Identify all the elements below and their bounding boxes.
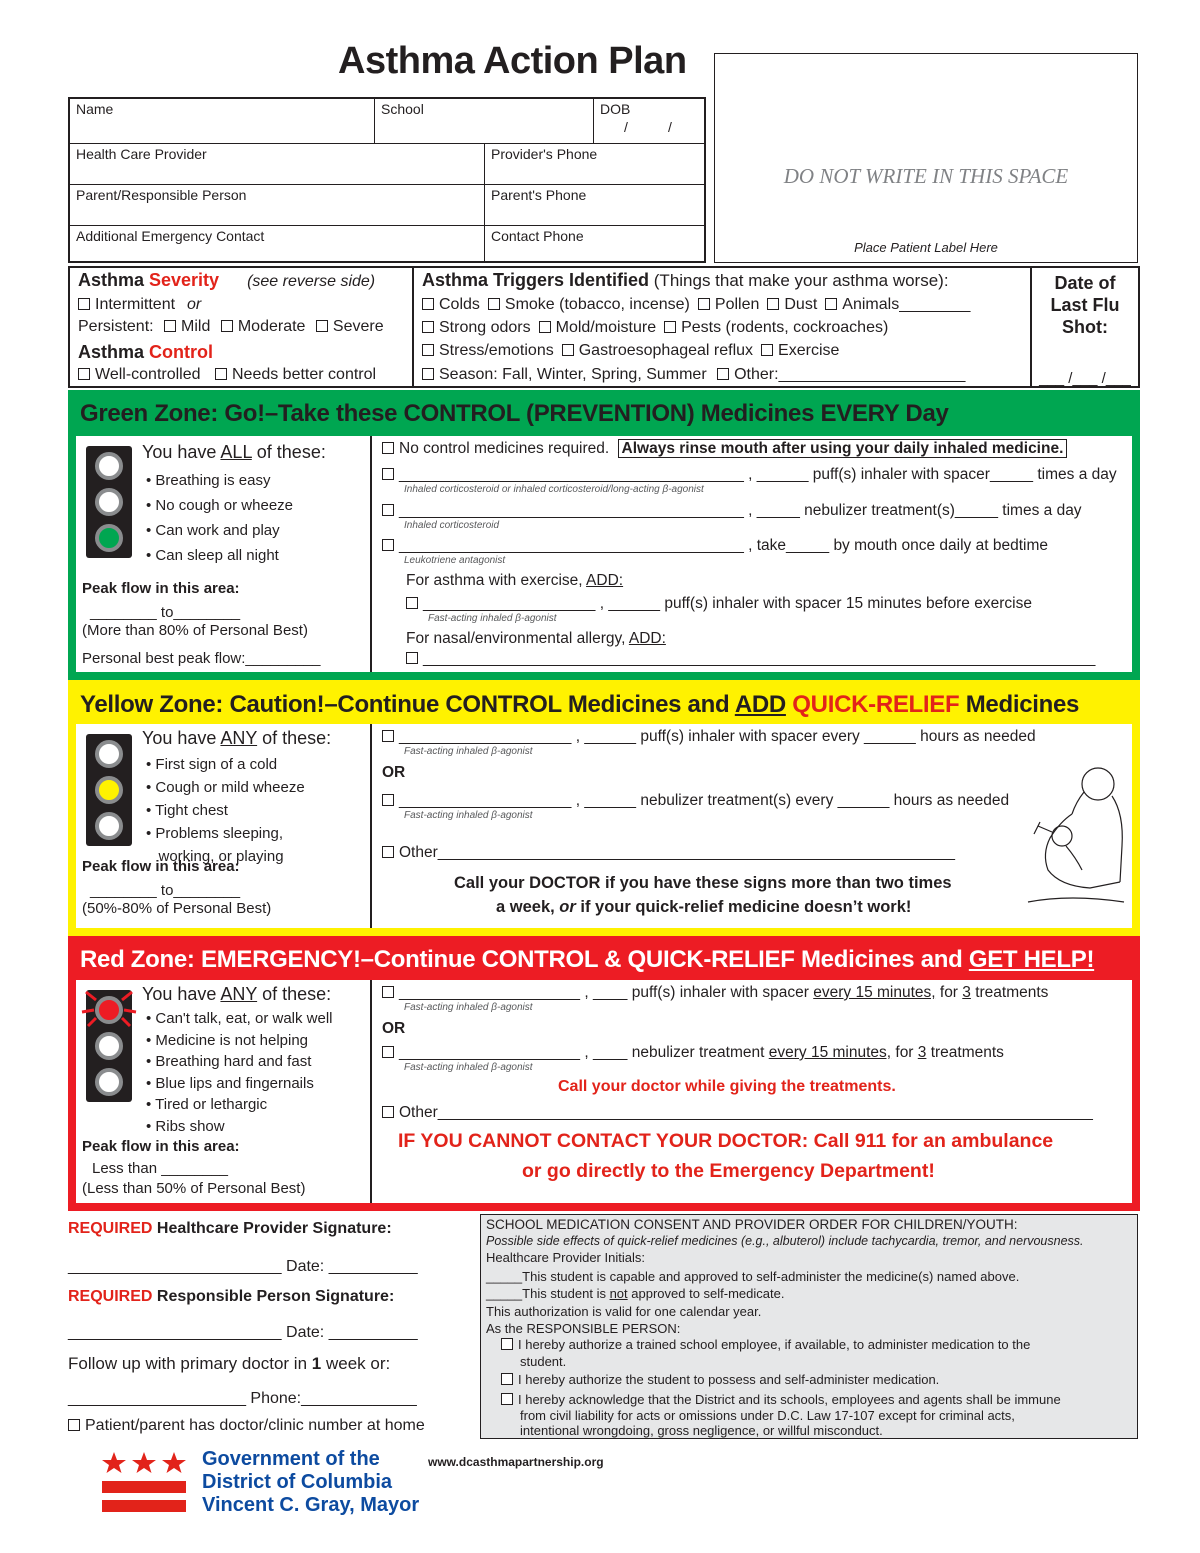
peak-flow-label: Peak flow in this area:	[82, 580, 240, 597]
rx-note: Inhaled corticosteroid or inhaled corticosteroid/long-acting β-agonist	[404, 484, 704, 495]
checkbox[interactable]	[382, 442, 394, 454]
symptom-item: • Medicine is not helping	[146, 1031, 309, 1049]
moderate-option[interactable]: Moderate	[221, 318, 306, 335]
traffic-light-icon	[86, 734, 132, 846]
checkbox[interactable]	[761, 344, 773, 356]
yellow-rx-1[interactable]: ____________________ , ______ puff(s) inhaler with spacer every ______ hours as needed	[382, 728, 1036, 746]
follow-up-phone-line[interactable]: ____________________ Phone:_____________	[68, 1390, 417, 1407]
checkbox[interactable]	[68, 1419, 80, 1431]
checkbox[interactable]	[422, 368, 434, 380]
patient-info-table	[68, 97, 706, 263]
red-rx-2[interactable]: _____________________ , ____ nebulizer treatment every 15 minutes, for 3 treatments	[382, 1044, 1004, 1062]
traffic-light-icon	[86, 446, 132, 558]
parent-signature-label: REQUIRED Responsible Person Signature:	[68, 1288, 395, 1305]
checkbox[interactable]	[382, 504, 394, 516]
checkbox[interactable]	[78, 298, 90, 310]
needs-better-control-option[interactable]: Needs better control	[215, 366, 376, 383]
inhaler-illustration-icon	[1020, 762, 1132, 912]
checkbox[interactable]	[664, 321, 676, 333]
green-zone-body	[76, 436, 1132, 672]
trigger-option[interactable]: Colds	[422, 296, 480, 313]
cannot-contact-line-1: IF YOU CANNOT CONTACT YOUR DOCTOR: Call 911 for an ambulance	[398, 1130, 1054, 1152]
yellow-other[interactable]: Other____________________________________________________________	[382, 844, 955, 862]
trigger-option[interactable]: Gastroesophageal reflux	[562, 342, 753, 359]
patient-label-box	[714, 53, 1138, 263]
contact-phone-label: Contact Phone	[491, 228, 584, 244]
symptom-item: • Ribs show	[146, 1117, 225, 1135]
provider-signature-label: REQUIRED Healthcare Provider Signature:	[68, 1220, 392, 1237]
call-doctor-line-2: a week, or if your quick-relief medicine doesn’t work!	[496, 898, 912, 916]
authorize-student-option[interactable]: I hereby authorize the student to possess and self-administer medication.	[501, 1372, 939, 1387]
red-zone-body	[76, 980, 1132, 1203]
checkbox[interactable]	[422, 298, 434, 310]
dob-field[interactable]	[593, 99, 704, 143]
mild-option[interactable]: Mild	[164, 318, 210, 335]
checkbox[interactable]	[698, 298, 710, 310]
checkbox[interactable]	[316, 320, 328, 332]
well-controlled-option[interactable]: Well-controlled	[78, 366, 201, 383]
school-label: School	[381, 101, 424, 117]
emergency-contact-label: Additional Emergency Contact	[76, 228, 265, 244]
checkbox[interactable]	[501, 1393, 513, 1405]
checkbox[interactable]	[488, 298, 500, 310]
rx-note: Fast-acting inhaled β-agonist	[404, 810, 533, 821]
red-have-any: You have ANY of these:	[142, 984, 332, 1004]
severity-title: Asthma Severity (see reverse side)	[78, 270, 376, 290]
symptom-item: • Tired or lethargic	[146, 1096, 268, 1113]
checkbox[interactable]	[501, 1373, 513, 1385]
rinse-mouth-notice: Always rinse mouth after using your daily inhaled medicine.	[618, 439, 1068, 458]
flu-date-field[interactable]: ___ /___ /___	[1039, 370, 1131, 387]
website-link[interactable]: www.dcasthmapartnership.org	[428, 1455, 604, 1469]
yellow-symptoms-panel	[76, 724, 372, 928]
triggers-row-2	[422, 319, 888, 337]
symptom-item: working, or playing	[146, 848, 284, 865]
green-have-all: You have ALL of these:	[142, 442, 326, 462]
rx-note: Inhaled corticosteroid	[404, 520, 500, 531]
peak-flow-range[interactable]: Less than ________	[92, 1160, 228, 1177]
red-symptoms-panel	[76, 980, 372, 1203]
trigger-option[interactable]: Mold/moisture	[539, 319, 656, 336]
severity-triggers-section	[68, 266, 1140, 388]
parent-label: Parent/Responsible Person	[76, 187, 247, 203]
dob-label: DOB	[600, 101, 631, 117]
provider-field[interactable]	[70, 144, 484, 184]
checkbox[interactable]	[767, 298, 779, 310]
place-label-text: Place Patient Label Here	[854, 240, 998, 255]
or-label: OR	[382, 764, 406, 781]
green-zone-heading: Green Zone: Go!–Take these CONTROL (PREVENTION) Medicines EVERY Day	[80, 400, 949, 427]
peak-flow-percent: (50%-80% of Personal Best)	[82, 900, 272, 917]
trigger-option[interactable]: Pests (rodents, cockroaches)	[664, 319, 888, 336]
school-consent-box	[480, 1214, 1138, 1439]
green-symptoms-panel	[76, 436, 372, 672]
acknowledge-immunity-option[interactable]: I hereby acknowledge that the District and its schools, employees and agents shall be immune	[501, 1392, 1061, 1407]
symptom-item: • Blue lips and fingernails	[146, 1074, 314, 1092]
other-trigger-option[interactable]: Other:_____________________	[717, 366, 965, 383]
has-clinic-number-option[interactable]: Patient/parent has doctor/clinic number at home	[68, 1417, 425, 1435]
control-options	[78, 366, 376, 384]
acknowledge-immunity-cont: from civil liability for acts or omissions under D.C. Law 17-107 except for criminal acts,	[520, 1408, 1015, 1423]
triggers-row-3	[422, 342, 839, 360]
checkbox[interactable]	[422, 321, 434, 333]
flu-shot-column	[1030, 268, 1138, 386]
trigger-option[interactable]: Animals________	[825, 296, 970, 313]
yellow-medicines-panel	[372, 724, 1132, 928]
call-doctor-line-1: Call your DOCTOR if you have these signs more than two times	[454, 874, 952, 892]
flashing-light-icon	[76, 980, 142, 1030]
capable-line[interactable]: _____This student is capable and approved to self-administer the medicine(s) named above.	[486, 1269, 1020, 1284]
green-symptom-list	[146, 472, 293, 572]
symptom-item: • Breathing is easy	[146, 472, 271, 489]
checkbox[interactable]	[78, 368, 90, 380]
see-reverse-note: (see reverse side)	[247, 273, 376, 290]
personal-best-field[interactable]: Personal best peak flow:_________	[82, 650, 321, 667]
persistent-row: Persistent: Mild Moderate Severe	[78, 318, 384, 335]
page-title: Asthma Action Plan	[338, 40, 687, 82]
no-control-option[interactable]: No control medicines required. Always rinse mouth after using your daily inhaled medicine.	[382, 440, 1067, 458]
cannot-contact-line-2: or go directly to the Emergency Department!	[522, 1160, 935, 1182]
checkbox[interactable]	[382, 1046, 394, 1058]
checkbox[interactable]	[221, 320, 233, 332]
trigger-option[interactable]: Strong odors	[422, 319, 531, 336]
checkbox[interactable]	[406, 652, 418, 664]
checkbox[interactable]	[382, 730, 394, 742]
checkbox[interactable]	[422, 344, 434, 356]
severity-column	[70, 268, 412, 386]
red-other[interactable]: Other____________________________________________________________________________	[382, 1104, 1093, 1122]
peak-flow-label: Peak flow in this area:	[82, 1138, 240, 1155]
flu-label: Shot:	[1062, 317, 1108, 337]
provider-phone-label: Provider's Phone	[491, 146, 598, 162]
side-effects-note: Possible side effects of quick-relief medicines (e.g., albuterol) include tachycardia, tremor, and nervousness.	[486, 1234, 1084, 1248]
severe-option[interactable]: Severe	[316, 318, 384, 335]
trigger-option[interactable]: Stress/emotions	[422, 342, 554, 359]
emergency-contact-field[interactable]	[70, 226, 484, 263]
school-field[interactable]	[374, 99, 593, 143]
green-medicines-panel	[372, 436, 1132, 672]
name-label: Name	[76, 101, 114, 117]
checkbox[interactable]	[406, 597, 418, 609]
trigger-option[interactable]: Dust	[767, 296, 817, 313]
peak-flow-range[interactable]: ________ to________	[90, 604, 241, 621]
symptom-item: • Can sleep all night	[146, 547, 279, 564]
red-zone	[68, 936, 1140, 1211]
peak-flow-range[interactable]: ________ to________	[90, 882, 241, 899]
checkbox[interactable]	[382, 539, 394, 551]
checkbox[interactable]	[382, 846, 394, 858]
symptom-item: • Can work and play	[146, 522, 280, 539]
trigger-option[interactable]: Smoke (tobacco, incense)	[488, 296, 690, 313]
symptom-item: • No cough or wheeze	[146, 497, 294, 514]
dob-slash: /	[624, 119, 628, 135]
checkbox[interactable]	[825, 298, 837, 310]
acknowledge-immunity-cont: intentional wrongdoing, gross negligence, or willful misconduct.	[520, 1423, 883, 1438]
nasal-label: For nasal/environmental allergy, ADD:	[406, 630, 666, 647]
symptom-item: • Breathing hard and fast	[146, 1053, 312, 1070]
yellow-symptom-list	[146, 756, 305, 871]
yellow-have-any: You have ANY of these:	[142, 728, 332, 748]
trigger-option[interactable]: Exercise	[761, 342, 839, 359]
symptom-item: • First sign of a cold	[146, 756, 278, 773]
green-rx-1[interactable]: ________________________________________ , ______ puff(s) inhaler with spacer_____ times a day	[382, 466, 1117, 484]
yellow-zone-heading: Yellow Zone: Caution!–Continue CONTROL Medicines and ADD QUICK-RELIEF Medicines	[80, 691, 1080, 718]
green-rx-3[interactable]: ________________________________________ , take_____ by mouth once daily at bedtime	[382, 537, 1048, 555]
triggers-column	[412, 268, 1030, 386]
exercise-label: For asthma with exercise, ADD:	[406, 572, 624, 589]
checkbox[interactable]	[164, 320, 176, 332]
control-title: Asthma Control	[78, 342, 213, 362]
rx-note: Leukotriene antagonist	[404, 555, 506, 566]
checkbox[interactable]	[501, 1338, 513, 1350]
flu-label: Last Flu	[1050, 295, 1120, 315]
yellow-zone	[68, 680, 1140, 936]
yellow-rx-2[interactable]: ____________________ , ______ nebulizer treatment(s) every ______ hours as needed	[382, 792, 1009, 810]
triggers-row-4	[422, 366, 965, 384]
checkbox[interactable]	[215, 368, 227, 380]
not-approved-line[interactable]: _____This student is not approved to self-medicate.	[486, 1286, 785, 1301]
red-rx-1[interactable]: _____________________ , ____ puff(s) inhaler with spacer every 15 minutes, for 3 treatments	[382, 984, 1048, 1002]
triggers-title: Asthma Triggers Identified (Things that make your asthma worse):	[422, 270, 949, 290]
rx-note: Fast-acting inhaled β-agonist	[404, 1062, 533, 1073]
symptom-item: • Problems sleeping,	[146, 825, 283, 842]
contact-phone-field[interactable]	[484, 226, 704, 263]
green-zone	[68, 390, 1140, 680]
green-rx-4[interactable]: ____________________ , ______ puff(s) inhaler with spacer 15 minutes before exercise	[406, 595, 1032, 613]
name-field[interactable]	[70, 99, 374, 143]
government-logo-text: Government of the District of Columbia Vincent C. Gray, Mayor	[202, 1448, 420, 1516]
intermittent-option[interactable]: Intermittent or	[78, 296, 201, 314]
peak-flow-percent: (Less than 50% of Personal Best)	[82, 1180, 306, 1197]
flu-label: Date of	[1054, 273, 1116, 293]
triggers-row-1	[422, 296, 970, 314]
checkbox[interactable]	[382, 1106, 394, 1118]
provider-label: Health Care Provider	[76, 146, 207, 162]
checkbox[interactable]	[562, 344, 574, 356]
responsible-person-label: As the RESPONSIBLE PERSON:	[486, 1321, 681, 1336]
peak-flow-percent: (More than 80% of Personal Best)	[82, 622, 308, 639]
dob-slash: /	[668, 119, 672, 135]
green-rx-2[interactable]: ________________________________________ , _____ nebulizer treatment(s)_____ times a day	[382, 502, 1082, 520]
authorize-employee-cont: student.	[520, 1354, 567, 1369]
follow-up-label: Follow up with primary doctor in 1 week or:	[68, 1354, 391, 1373]
rx-note: Fast-acting inhaled β-agonist	[404, 746, 533, 757]
season-option[interactable]: Season: Fall, Winter, Spring, Summer	[422, 366, 707, 383]
consent-title: SCHOOL MEDICATION CONSENT AND PROVIDER ORDER FOR CHILDREN/YOUTH:	[486, 1217, 1018, 1232]
call-doctor-red: Call your doctor while giving the treatments.	[558, 1078, 896, 1095]
parent-phone-field[interactable]	[484, 185, 704, 225]
dc-flag-logo	[102, 1452, 186, 1518]
checkbox[interactable]	[382, 794, 394, 806]
authorize-employee-option[interactable]: I hereby authorize a trained school employee, if available, to administer medication to the	[501, 1337, 1030, 1352]
or-label: OR	[382, 1020, 406, 1037]
do-not-write-notice: DO NOT WRITE IN THIS SPACE	[783, 164, 1069, 188]
trigger-option[interactable]: Pollen	[698, 296, 759, 313]
checkbox[interactable]	[382, 986, 394, 998]
parent-field[interactable]	[70, 185, 484, 225]
valid-note: This authorization is valid for one calendar year.	[486, 1304, 762, 1319]
provider-signature-line[interactable]: ________________________ Date: __________	[68, 1258, 418, 1275]
green-rx-5[interactable]: ______________________________________________________________________________	[406, 650, 1095, 668]
rx-note: Fast-acting inhaled β-agonist	[404, 1002, 533, 1013]
initials-label: Healthcare Provider Initials:	[486, 1250, 645, 1265]
symptom-item: • Cough or mild wheeze	[146, 779, 305, 796]
checkbox[interactable]	[382, 468, 394, 480]
parent-signature-line[interactable]: ________________________ Date: __________	[68, 1324, 418, 1341]
rx-note: Fast-acting inhaled β-agonist	[428, 613, 557, 624]
peak-flow-label: Peak flow in this area:	[82, 858, 240, 875]
provider-phone-field[interactable]	[484, 144, 704, 184]
checkbox[interactable]	[539, 321, 551, 333]
red-medicines-panel	[372, 980, 1132, 1203]
checkbox[interactable]	[717, 368, 729, 380]
red-zone-heading: Red Zone: EMERGENCY!–Continue CONTROL & QUICK-RELIEF Medicines and GET HELP!	[80, 946, 1095, 973]
symptom-item: • Can't talk, eat, or walk well	[146, 1010, 333, 1027]
parent-phone-label: Parent's Phone	[491, 187, 587, 203]
yellow-zone-body	[76, 724, 1132, 928]
symptom-item: • Tight chest	[146, 802, 228, 819]
red-symptom-list	[146, 1008, 333, 1137]
